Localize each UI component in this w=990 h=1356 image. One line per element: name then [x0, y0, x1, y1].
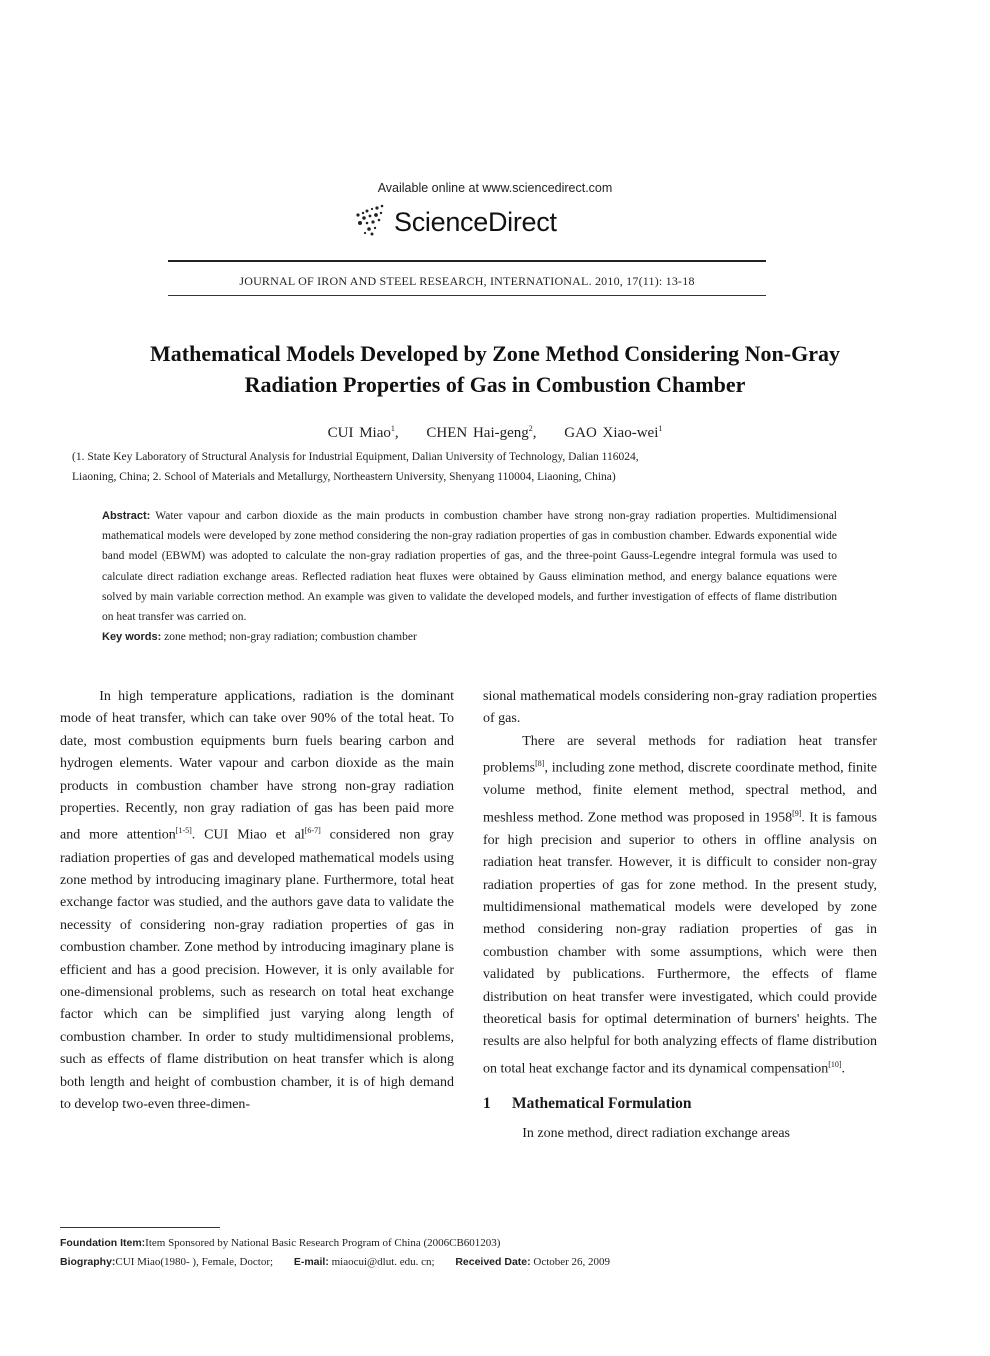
- body-text: considered non gray radiation properties of gas and developed mathematical models using zone method by introducing imaginary plane. Furthermore, total heat exchange factor was studied, and the authors gave data to validate the necessity of considering non-gray radiation properties of gas in combustion chamber. Zone method by introducing imaginary plane is efficient and has a good precision. However, it is only available for one-dimensional problems, such as research on total heat exchange factor which can be simplified just varying along length of combustion chamber. In order to study multidimensional problems, such as effects of flame distribution on heat transfer which is along both length and height of combustion chamber, it is of high demand to develop two-even three-dimen-: [60, 828, 454, 1112]
- sciencedirect-logo: [352, 203, 652, 251]
- journal-citation-line: JOURNAL OF IRON AND STEEL RESEARCH, INTERNATIONAL. 2010, 17(11): 13-18: [239, 274, 695, 288]
- citation: [9]: [792, 808, 802, 818]
- section-title: Mathematical Formulation: [512, 1094, 692, 1112]
- paper-title-line-2: Radiation Properties of Gas in Combustion Chamber: [244, 372, 746, 397]
- keywords-line: [102, 627, 837, 647]
- body-text: , including zone method, discrete coordinate method, finite volume method, finite element method, spectral method, and meshless method. Zone method was proposed in 1958: [483, 760, 877, 826]
- body-text: . It is famous for high precision and superior to others in offline analysis on radiation heat transfer. However, it is difficult to consider non-gray radiation properties of gas for zone method. In the present study, multidimensional mathematical models were developed by zone method considering non-gray radiation properties of gas in combustion chamber with some assumptions, which were then validated by publications. Furthermore, the effects of flame distribution on heat transfer were investigated, which could provide theoretical basis for optimal determination of burners' heights. The results are also helpful for both analyzing effects of flame distribution on total heat exchange factor and its dynamical compensation: [483, 810, 877, 1077]
- affiliation-line: Liaoning, China; 2. School of Materials and Metallurgy, Northeastern University, Shenyang 110004, Liaoning, China): [72, 471, 616, 483]
- body-paragraph: In zone method, direct radiation exchange areas: [522, 1126, 791, 1142]
- paper-title-line-1: Mathematical Models Developed by Zone Method Considering Non-Gray: [150, 341, 840, 366]
- sciencedirect-emblem-icon: [352, 203, 392, 247]
- abstract-paragraph: [102, 506, 837, 627]
- footnote-text: Item Sponsored by National Basic Research Program of China (2006CB601203): [145, 1237, 501, 1249]
- abstract-block: [102, 506, 837, 647]
- author-affiliation-mark: 2: [528, 424, 533, 433]
- affiliation-line: (1. State Key Laboratory of Structural Analysis for Industrial Equipment, Dalian University of Technology, Dalian 116024,: [72, 451, 639, 463]
- footnote-text: October 26, 2009: [533, 1256, 611, 1268]
- author-name: GAO Xiao-wei: [564, 425, 659, 441]
- available-online-note: Available online at www.sciencedirect.com: [377, 181, 613, 195]
- body-text: In high temperature applications, radiation is the dominant mode of heat transfer, which can take over 90% of the total heat. To date, most combustion equipments burn fuels bearing carbon and hydrogen elements. Water vapour and carbon dioxide as the main products in combustion chamber have strong non-gray radiation properties. Recently, non gray radiation of gas has been paid more and more attention: [60, 689, 454, 844]
- section-heading: [483, 1093, 877, 1115]
- header-rule-top: [168, 260, 766, 262]
- paper-title: [40, 338, 950, 400]
- citation: [1-5]: [175, 826, 192, 836]
- footnote-label: Received Date:: [455, 1256, 531, 1268]
- body-paragraph: [483, 731, 877, 1081]
- section-number: 1: [483, 1094, 491, 1112]
- sciencedirect-wordmark: ScienceDirect: [394, 207, 557, 237]
- body-paragraph: sional mathematical models considering non-gray radiation properties of gas.: [483, 689, 877, 727]
- footnote-label: Foundation Item:: [60, 1237, 146, 1249]
- footnote-biography: [60, 1253, 920, 1271]
- citation: [10]: [828, 1059, 842, 1069]
- footnote-label: Biography:: [60, 1256, 116, 1268]
- affiliations: [72, 447, 862, 487]
- footnote-email[interactable]: miaocui@dlut. edu. cn;: [331, 1256, 435, 1268]
- author-list: CUI Miao$^1$, CHEN Hai-geng$^2$, GAO Xiao-wei$^1$: [327, 424, 663, 441]
- footnote-text: CUI Miao(1980- ), Female, Doctor;: [115, 1256, 274, 1268]
- body-column-right: [483, 686, 877, 1146]
- body-paragraph: [60, 686, 454, 1116]
- body-column-left: [60, 686, 454, 1116]
- abstract-label: Abstract:: [102, 510, 151, 522]
- author-name: CHEN Hai-geng: [426, 425, 529, 441]
- keywords-text: zone method; non-gray radiation; combustion chamber: [164, 631, 417, 644]
- body-text: .: [841, 1061, 846, 1077]
- author-affiliation-mark: 1: [390, 424, 395, 433]
- keywords-label: Key words:: [102, 631, 162, 644]
- body-text: There are several methods for radiation heat transfer problems: [483, 733, 877, 776]
- header-rule-bottom: [168, 295, 766, 296]
- citation: [8]: [535, 759, 545, 769]
- footnote-label: E-mail:: [293, 1256, 329, 1268]
- footnote-foundation: [60, 1234, 920, 1252]
- citation: [6-7]: [304, 826, 321, 836]
- author-affiliation-mark: 1: [658, 424, 663, 433]
- abstract-text: Water vapour and carbon dioxide as the main products in combustion chamber have strong non-gray radiation properties. Multidimensional mathematical models were developed by zone method considering the non-gray radiation properties of gas in combustion chamber. Edwards exponential wide band model (EBWM) was adopted to calculate the non-gray radiation properties of gas, and the three-point Gauss-Legendre integral formula was used to calculate direct radiation exchange areas. Reflected radiation heat fluxes were obtained by Gauss elimination method, and energy balance equations were solved by main variable correction method. An example was given to validate the developed models, and further investigation of effects of flame distribution on heat transfer was carried on.: [102, 510, 838, 624]
- author-name: CUI Miao: [327, 425, 391, 441]
- body-text: . CUI Miao et al: [191, 828, 305, 844]
- footnote-rule: [60, 1227, 220, 1228]
